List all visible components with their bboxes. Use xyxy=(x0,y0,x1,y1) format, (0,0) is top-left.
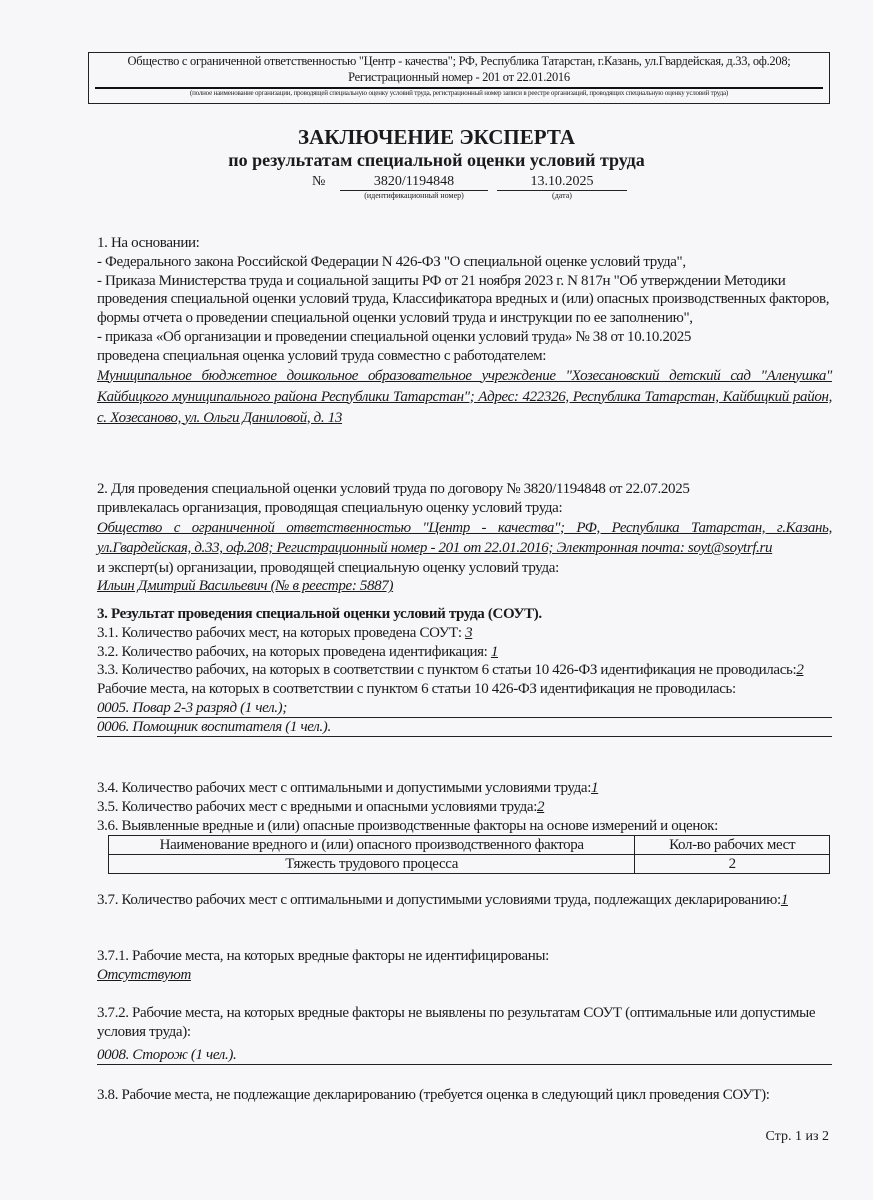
basis-order-org: - приказа «Об организации и проведении специальной оценки условий труда» № 38 от 10.10.2025 xyxy=(97,328,692,345)
contract-line: 2. Для проведения специальной оценки условий труда по договору № 3820/1194848 от 22.07.2025 xyxy=(97,481,690,497)
org-intro: привлекалась организация, проводящая специальную оценку условий труда: xyxy=(97,499,563,516)
table-header-row xyxy=(109,836,830,855)
item-3-1-value: 3 xyxy=(465,624,473,641)
item-3-7-1-label: 3.7.1. Рабочие места, на которых вредные факторы не идентифицированы: xyxy=(97,948,549,964)
item-3-1-label: 3.1. Количество рабочих мест, на которых проведена СОУТ: xyxy=(97,624,466,641)
table-header: Наименование вредного и (или) опасного производственного фактора xyxy=(109,836,635,855)
document-title: ЗАКЛЮЧЕНИЕ ЭКСПЕРТА xyxy=(298,125,575,149)
page-number: Стр. 1 из 2 xyxy=(765,1129,829,1144)
item-3-7-2 xyxy=(97,1004,832,1065)
identification-number: 3820/1194848 xyxy=(340,174,488,191)
section-3-heading: 3. Результат проведения специальной оценки условий труда (СОУТ). xyxy=(97,606,542,622)
harmful-factors-table xyxy=(108,835,830,874)
organization-header-box xyxy=(88,52,830,104)
item-3-2-label: 3.2. Количество рабочих, на которых проведена идентификация: xyxy=(97,643,491,660)
expert-intro: и эксперт(ы) организации, проводящей специальную оценку условий труда: xyxy=(97,559,559,576)
item-3-4-label: 3.4. Количество рабочих мест с оптимальными и допустимыми условиями труда: xyxy=(97,780,592,796)
document-subtitle: по результатам специальной оценки условий труда xyxy=(228,150,645,170)
date-caption: (дата) xyxy=(552,191,572,200)
item-3-7-1 xyxy=(97,947,832,985)
basis-law: - Федерального закона Российской Федерации N 426-ФЗ "О специальной оценке условий труда", xyxy=(97,253,686,270)
workplace-item: 0005. Повар 2-3 разряд (1 чел.); xyxy=(97,699,832,718)
item-3-7-label: 3.7. Количество рабочих мест с оптимальными и допустимыми условиями труда, подлежащих декларированию: xyxy=(97,892,781,908)
no-identification-intro: Рабочие места, на которых в соответствии с пунктом 6 статьи 10 426-ФЗ идентификация не проводилась: xyxy=(97,681,736,698)
item-3-5-label: 3.5. Количество рабочих мест с вредными и опасными условиями труда: xyxy=(97,798,538,815)
table-row xyxy=(109,855,830,874)
organization-name: Общество с ограниченной ответственностью "Центр - качества"; РФ, Республика Татарстан, г.Казань, ул.Гвардейская, д.33, оф.208; xyxy=(127,54,791,68)
basis-order-ministry: - Приказа Министерства труда и социальной защиты РФ от 21 ноября 2023 г. N 817н "Об утверждении Методики проведения специальной оценки условий труда, Классификатора вредных и (или) опасных производственных факторов, формы отчета о проведении специальной оценки условий труда и инструкции по ее заполнению", xyxy=(97,272,830,327)
item-3-8-label: 3.8. Рабочие места, не подлежащие декларированию (требуется оценка в следующий цикл проведения СОУТ): xyxy=(97,1087,770,1103)
section-1-heading: 1. На основании: xyxy=(97,235,200,251)
identification-number-caption: (идентификационный номер) xyxy=(364,191,464,200)
item-3-7-2-value: 0008. Сторож (1 чел.). xyxy=(97,1046,832,1065)
registration-number: Регистрационный номер - 201 от 22.01.2016 xyxy=(348,70,570,84)
item-3-3-label: 3.3. Количество рабочих, на которых в соответствии с пунктом 6 статьи 10 426-ФЗ идентификация не проводилась: xyxy=(97,662,797,679)
employer-name: Муниципальное бюджетное дошкольное образовательное учреждение "Хозесановский детский сад "Аленушка" Кайбицкого муниципального района Республики Татарстан"; Адрес: 422326, Республика Татарстан, Кайбицкий район, с. Хозесаново, ул. Ольги Даниловой, д. 13 xyxy=(97,367,832,426)
item-3-7-2-label: 3.7.2. Рабочие места, на которых вредные факторы не выявлены по результатам СОУТ (оптимальные или допустимые условия труда): xyxy=(97,1005,816,1040)
item-3-6-label: 3.6. Выявленные вредные и (или) опасные производственные факторы на основе измерений и оценок: xyxy=(97,817,718,834)
item-3-2-value: 1 xyxy=(490,643,499,660)
workplace-item: 0006. Помощник воспитателя (1 чел.). xyxy=(97,718,832,737)
assessing-organization: Общество с ограниченной ответственностью "Центр - качества"; РФ, Республика Татарстан, г.Казань, ул.Гвардейская, д.33, оф.208; Регистрационный номер - 201 от 22.01.2016; Электронная почта: soyt@soytrf.ru xyxy=(97,519,832,557)
table-cell: 2 xyxy=(635,855,830,874)
number-sign: № xyxy=(312,174,326,189)
item-3-3-value: 2 xyxy=(796,662,804,679)
section-1 xyxy=(97,234,832,429)
item-3-7-1-value: Отсутствуют xyxy=(97,966,191,983)
table-header: Кол-во рабочих мест xyxy=(635,836,830,855)
header-caption: (полное наименование организации, проводящей специальную оценку условий труда, регистрационный номер записи в реестре организаций, проводящих специальную оценку условий труда) xyxy=(189,89,729,97)
employer-intro: проведена специальная оценка условий труда совместно с работодателем: xyxy=(97,347,547,364)
item-3-7-value: 1 xyxy=(780,892,789,908)
items-3-4-to-3-6 xyxy=(97,779,832,835)
section-2 xyxy=(97,480,832,596)
item-3-7 xyxy=(97,891,832,910)
section-3 xyxy=(97,605,832,737)
expert-name: Ильин Дмитрий Васильевич (№ в реестре: 5887) xyxy=(97,578,394,595)
item-3-4-value: 1 xyxy=(591,780,599,796)
document-date: 13.10.2025 xyxy=(497,174,627,191)
item-3-8 xyxy=(97,1086,832,1105)
table-cell: Тяжесть трудового процесса xyxy=(109,855,635,874)
item-3-5-value: 2 xyxy=(537,798,545,815)
